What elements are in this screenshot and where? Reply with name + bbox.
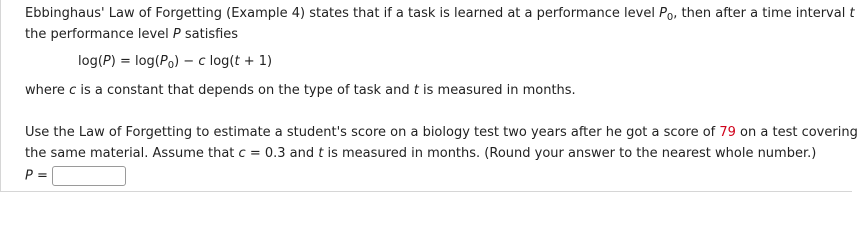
where-text-c: is measured in months. <box>418 83 576 98</box>
t-variable: t <box>849 6 855 21</box>
answer-row <box>25 166 126 186</box>
intro-text-2a: the performance level <box>25 27 173 42</box>
formula-log-t: log( <box>205 54 235 69</box>
question-c: c <box>238 146 246 161</box>
formula-c: c <box>198 54 206 69</box>
formula-eq-log: ) = log( <box>110 54 160 69</box>
intro-text-1b: , then after a time interval <box>673 6 850 21</box>
p-variable: P <box>172 27 181 42</box>
formula-p: P <box>102 54 111 69</box>
formula-log-open: log( <box>78 54 103 69</box>
score-value: 79 <box>719 125 736 140</box>
forgetting-formula <box>78 53 272 75</box>
formula-minus: ) − <box>174 54 199 69</box>
where-text-a: where <box>25 83 70 98</box>
formula-p0: P <box>159 54 168 69</box>
question-line-1 <box>25 124 858 142</box>
intro-line-1 <box>25 5 855 27</box>
where-text-b: is a constant that depends on the type of task and <box>76 83 414 98</box>
intro-line-2 <box>25 26 238 44</box>
formula-p0-subscript: 0 <box>167 60 175 71</box>
question-text-2b: = 0.3 and <box>245 146 319 161</box>
answer-label-eq: = <box>32 168 48 184</box>
intro-text-2b: satisfies <box>180 27 239 42</box>
formula-t: t <box>234 54 240 69</box>
where-line <box>25 82 576 100</box>
p0-variable: P <box>659 6 667 21</box>
question-t: t <box>318 146 324 161</box>
formula-plus-one: + 1) <box>239 54 273 69</box>
where-c: c <box>69 83 77 98</box>
question-text-1b: on a test covering <box>735 125 858 140</box>
p0-subscript: 0 <box>666 12 674 23</box>
intro-text-1a: Ebbinghaus' Law of Forgetting (Example 4) states that if a task is learned at a performance level <box>25 6 660 21</box>
answer-label-p: P <box>25 168 33 184</box>
question-text-2c: is measured in months. (Round your answer to the nearest whole number.) <box>323 146 817 161</box>
question-text-2a: the same material. Assume that <box>25 146 239 161</box>
question-text-1a: Use the Law of Forgetting to estimate a student's score on a biology test two years after he got a score of <box>25 125 720 140</box>
question-line-2 <box>25 145 816 163</box>
where-t: t <box>413 83 419 98</box>
answer-input[interactable] <box>52 166 126 186</box>
